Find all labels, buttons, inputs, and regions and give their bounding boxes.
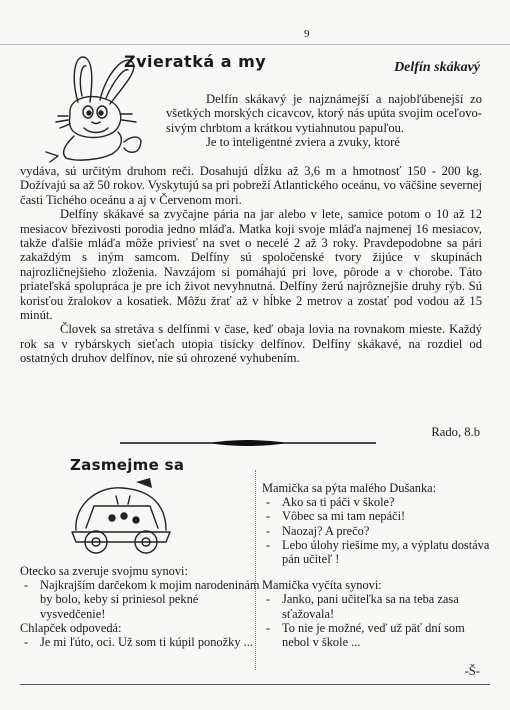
dialogue-line: - Lebo úlohy riešime my, a výplatu dostáva pán učiteľ ! (262, 538, 494, 566)
decorative-divider (118, 437, 378, 449)
dialogue-line: - Janko, pani učiteľka sa na teba zasa sťažovala! (262, 592, 494, 620)
article-paragraph: Delfín skákavý je najznámejší a najobľúbenejší zo všetkých morských cicavcov, ktorý nás upúta svojim oceľovo-sivým chrbtom a krátkou vytiahnutou papuľou. (166, 92, 482, 135)
joke-dialogue (20, 635, 260, 649)
article-paragraph: Delfíny skákavé sa zvyčajne pária na jar alebo v lete, samice potom o 10 až 12 mesiacov březivosti porodia jedno mláďa. Matka koji svoje mláďa najmenej 16 mesiacov, takže ďalšie mláďa môže priviesť na svet o necelé 2 až 3 roky. Pravdepodobne sa pári zakaždým s iným samcom. Delfíny sú spoločenské tvory žijúce v skupinách najrozličnejšieho zloženia. Navzájom si pomáhajú pri love, pôrode a v chorobe. Táto priateľská spolupráca je pre ich život nevyhnutná. Delfíny žerú najrôznejšie druhy rýb. Sú korisťou žralokov a kosatiek. Môžu žrať až v hĺbke 2 metrov a zostať pod vodou až 15 minút. (20, 207, 482, 323)
dialogue-line: - Ako sa ti páči v škole? (262, 495, 494, 509)
joke-dialogue (262, 592, 494, 649)
dialogue-line: - Najkrajším darčekom k mojim narodeninám by bolo, keby si priniesol pekné vysvedčenie! (20, 578, 260, 621)
joke-mother-dusanko (262, 481, 494, 649)
joke-intro: Mamička sa pýta malého Dušanka: (262, 481, 437, 495)
article-paragraph: Človek sa stretáva s delfínmi v čase, keď obaja lovia na rovnakom mieste. Každý rok sa v rybárskych sieťach utopia tisícky delfínov. Delfíny skákavé, na rozdiel od ostatných druhov delfínov, nie sú ohrozené vyhubením. (20, 322, 482, 366)
section-title-animals: Zvieratká a my (124, 52, 267, 71)
joke-dialogue (20, 578, 260, 621)
article-paragraph: vydáva, sú určitým druhom reči. Dosahujú dĺžku až 3,6 m a hmotnosť 150 - 200 kg. Dožívajú sa až 50 rokov. Vyskytujú sa pri pobreží Atlantického oceánu, vo väčšine severnej časti Tichého oceánu a aj v Červenom mori. (20, 164, 482, 207)
joke-intro: Otecko sa zveruje svojmu synovi: (20, 564, 188, 578)
dialogue-line: - Vôbec sa mi tam nepáči! (262, 509, 494, 523)
joke-dialogue (262, 495, 494, 566)
dialogue-line: - To nie je možné, veď už päť dní som nebol v škole ... (262, 621, 494, 649)
dialogue-line: - Naozaj? A prečo? (262, 524, 494, 538)
joke-intro: Mamička vyčíta synovi: (262, 578, 382, 593)
section-title-humor: Zasmejme sa (70, 456, 185, 474)
bottom-rule (20, 684, 490, 685)
article-title: Delfín skákavý (394, 60, 480, 75)
article-signature: Rado, 8.b (431, 425, 480, 439)
humor-signature: -Š- (464, 664, 480, 678)
article-intro (166, 92, 482, 150)
cartoon-car-illustration (66, 476, 176, 558)
joke-father-son (20, 564, 260, 649)
joke-intro: Chlapček odpovedá: (20, 620, 122, 635)
page-number: 9 (304, 28, 310, 40)
dialogue-line: - Je mi ľúto, oci. Už som ti kúpil ponožky ... (20, 635, 260, 649)
article-paragraph: Je to inteligentné zviera a zvuky, ktoré (206, 135, 400, 150)
article-body (20, 164, 482, 366)
